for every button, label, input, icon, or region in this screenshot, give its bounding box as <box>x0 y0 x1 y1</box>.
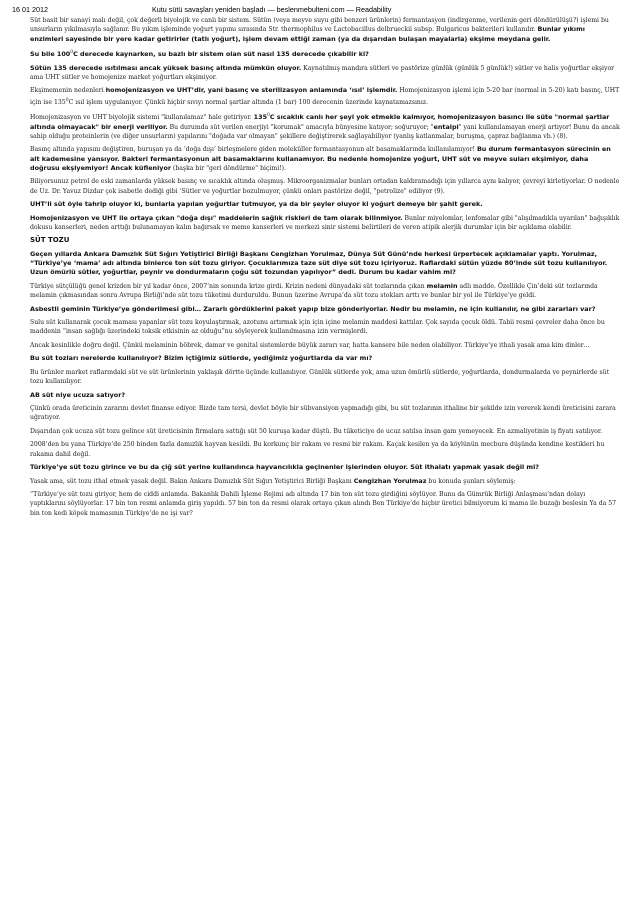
bold-text: Su bile 100 <box>30 50 71 59</box>
body-text: Ekşimemenin nedenleri <box>30 87 106 95</box>
print-date: 16 01 2012 <box>12 5 48 14</box>
article-paragraph <box>30 391 620 400</box>
article-paragraph <box>30 341 620 350</box>
bold-text: AB süt niye ucuza satıyor? <box>30 390 126 399</box>
body-text: 0 <box>65 97 69 103</box>
section-heading <box>30 236 620 245</box>
bold-text: Bu durum fermantasyon sürecinin en alt kademesine yansıyor. Bakteri fermantasyonun alt basamaklarını kullanamıyor. Bu nedenle homojenize yoğurt, UHT süt ve meyve suları ekşimiyor, daha doğrusu ekşiyemiyor! Ancak küfleniyor <box>30 145 611 172</box>
bold-text: 0 <box>267 113 270 119</box>
body-text: Homojenizasyon ve UHT biyolojik sistemi "kullanılamaz" hale getiriyor. <box>30 114 254 122</box>
body-text: Sulu süt kullanarak çocuk maması yapanlar süt tozu koyulaştırmak, azotunu artırmak için için içine melamin maddesi kattılar. Çok sayıda çocuk öldü. Tabii resmi çevreler daha önce bu maddenin “insan sağlığı üzerindeki toksik etkisinin az olduğu”nu söyleyerek kullanılmasına izin vermişlerdi. <box>30 319 605 336</box>
article-paragraph <box>30 427 620 436</box>
bold-text: Bunlar yıkımı enzimleri sayesinde bir yere kadar getirirler (tatlı yoğurt), işlem devam ettiği zaman (ya da dışarıdan bulaşan mayalarla) ekşime meydana gelir. <box>30 25 585 43</box>
body-text: Bu ürünler market raflarındaki süt ve süt ürünlerinin yaklaşık dörtte üçünde kullanılıyor. Günlük sütlerde yok, ama uzun ömürlü sütlerde, yoğurtlarda, dondurmalarda ve peynirlerde süt tozu kullanılıyor. <box>30 368 610 386</box>
bold-text: Cengizhan Yorulmaz <box>353 476 427 485</box>
bold-text: 135 <box>253 113 268 122</box>
article-paragraph <box>30 200 620 209</box>
body-text: 2008’den bu yana Türkiye’de 250 binden fazla damızlık hayvan kesildi. Bu korkunç bir rakam ve resmi bir rakam. Kaçak kesilen ya da köylünün mecbura düşünda kendine kestikleri bu rakama dahil değil. <box>30 441 605 458</box>
article-paragraph <box>30 368 620 387</box>
body-text: Basınç altında yapısını değiştiren, buruşan ya da ‘doğa dışı’ birleşmelere giden moleküller fermantasyonun alt basamaklarında kullanılamıyor! <box>30 146 477 154</box>
article-paragraph <box>30 282 620 301</box>
bold-text: Geçen yıllarda Ankara Damızlık Süt Sığırı Yetiştirici Birliği Başkanı Cengizhan Yorulmaz, Dünya Süt Günü’nde herkesi ürpertecek açıklamalar yaptı. Yorulmaz, “Türkiye’ye ‘mama’ adı altında binlerce ton süt tozu giriyor. Çocuklarımıza taze süt diye süt tozu içiriyoruz. Raflardaki sütün yüzde 80’inde süt tozu kullanılıyor. Uzun ömürlü sütler, yoğurtlar, peynir ve dondurmaların çoğu süt tozundan yapılıyor” dedi. Durum bu kadar vahim mi? <box>30 249 608 277</box>
article-paragraph <box>30 177 620 196</box>
body-text: Türkiye sütçülüğü genel krizden bir yıl kadar önce, 2007’nin sonunda krize girdi. Krizin nedeni dünyadaki süt tozlarında çıkan <box>30 282 427 290</box>
print-title: Kutu sütü savaşları yeniden başladı — beslenmebulteni.com — Readability <box>152 5 392 14</box>
body-text: Ancak kesinlikle doğru değil. Çünkü melaminin böbrek, damar ve genital sistemlerde büyük zararı var, hatta kansere bile neden olabiliyor. Türkiye’ye ithali yasak ama kim dinler… <box>30 341 590 349</box>
article-body <box>30 16 620 522</box>
bold-text: Bu süt tozları nerelerde kullanılıyor? Bizim içtiğimiz sütlerde, yediğimiz yoğurtlarda da var mı? <box>30 354 373 363</box>
article-paragraph <box>30 463 620 472</box>
body-text: Biliyorsunuz petrol de eski zamanlarda yüksek basınç ve sıcaklık altında oluşmuş. Mikroorganizmalar bunları ortadan kaldıramadığı için yıllarca aynı kalıyor, çevreyi kirletiyorlar. O nedenle de Uz. Dr. Yavuz Dizdar çok isabetle dediği gibi ‘Sütler ve yoğurtlar bozulmuyor, çünkü onları pastörize değil, "petrolize" ediliyor (9). <box>30 178 620 195</box>
body-text: (başka bir "geri döndürme" biçimi!). <box>170 164 286 172</box>
article-paragraph <box>30 48 620 59</box>
bold-text: Sütün 135 derecede ısıtılması ancak yüksek basınç altında mümkün oluyor. <box>30 63 302 72</box>
bold-text: UHT’li süt öyle tahrip oluyor ki, bunlarla yapılan yoğurtlar tutmuyor, ya da bir şeyler oluyor ki yoğurt demeye bir şahit gerek. <box>30 200 483 209</box>
article-paragraph <box>30 111 620 141</box>
article-paragraph <box>30 477 620 486</box>
article-paragraph <box>30 404 620 423</box>
body-text: adlı madde. Özellikle Çin’deki süt tozlarında melamin çıkmasından sonra Avrupa Birliği’nde süt tozu tüketimi durduruldu. Bunun üzerine Avrupa’da süt tozu stokları arttı ve bunlar bir yol ile Türkiye’ye geldi. <box>30 282 598 300</box>
article-paragraph <box>30 250 620 278</box>
article-paragraph <box>30 490 620 518</box>
bold-text: C sıcaklık canlı her şeyi yok etmekle kalmıyor, homojenizasyon basıncı ile süte "normal şartlar altında olmayacak" bir enerji veriliyor. <box>30 113 610 131</box>
article-paragraph <box>30 318 620 337</box>
body-text: SÜT TOZU <box>30 236 70 245</box>
article-paragraph <box>30 440 620 459</box>
article-paragraph <box>30 305 620 314</box>
body-text: Bunlar miyelomlar, lenfomalar gibi "alışılmadıkla uyarılan" bağışıklık dokusu kanserleri, neden arttığı bulunamayan kalın bağırsak ve meme kanserleri ve merkezi sinir sistemi belirtileri de veren atipik alerjik durumlar için bir açıklama olabilir. <box>30 214 620 231</box>
article-paragraph <box>30 145 620 173</box>
article-paragraph <box>30 16 620 44</box>
bold-text: Homojenizasyon ve UHT ile ortaya çıkan "doğa dışı" maddelerin sağlık riskleri de tam olarak bilinmiyor. <box>30 213 403 222</box>
body-text: Yasak ama, süt tozu ithal etmek yasak değil. Bakın Ankara Damızlık Süt Sığırı Yetiştirici Birliği Başkanı <box>30 477 354 485</box>
bold-text: entalpi <box>433 122 459 131</box>
bold-text: Türkiye’ye süt tozu girince ve bu da çiğ süt yerine kullanılınca hayvancılıkla geçinenler işlerinden oluyor. Süt ithalatı yapmak yasak değil mi? <box>30 463 539 472</box>
body-text: Kaynatılmış mandıra sütleri ve pastörize günlük (günlük 5 günlük!) sütler ve halis yoğurtlar ekşiyor ama UHT sütler ve homojenize market yoğurtları ekşimiyor. <box>30 64 615 81</box>
bold-text: melamin <box>426 281 458 290</box>
article-paragraph <box>30 214 620 233</box>
bold-text: Asbestli geminin Türkiye’ye gönderilmesi gibi… Zararlı gördüklerini paket yapıp bize gönderiyorlar. Nedir bu melamin, ne için kullanılır, ne gibi zararları var? <box>30 304 596 313</box>
article-paragraph <box>30 354 620 363</box>
body-text: Homojenizasyon işlemi için 5-20 bar (normal in 5-20) katı basınç, UHT için ise 135 <box>30 87 620 106</box>
body-text: “Türkiye’ye süt tozu giriyor, hem de ciddi anlamda. Bakanlık Dahili İşleme Rejimi adı altında 17 bin ton süt tozu girdiğini söylüyor. Bunu da Gümrük Birliği Anlaşması’ndan dolayı yaptıklarını söylüyorlar. 17 bin ton resmi anlamda giriş yapıldı. 57 bin ton da resmi olarak ortaya çıkan alındı Ben Türkiye’de hiçbir üretici bilmiyorum ki mama ile buzağı beslesin Ya da 57 bin ton kedi köpek mamasının Türkiye’de ne işi var? <box>30 491 617 517</box>
body-text: Dışarıdan çok ucuza süt tozu gelince süt üreticisinin firmalara sattığı süt 50 kuruşa kadar düştü. Bu tüketiciye de ucuz satılsa insan gam yemeyecek. En azmaliyetinin iş fiyatı satılıyor. <box>30 427 603 435</box>
bold-text: 0 <box>70 50 74 56</box>
bold-text: C derecede kaynarken, su bazlı bir sistem olan süt nasıl 135 derecede çıkabilir ki? <box>73 50 369 59</box>
body-text: " yani kullanılamayan enerji artıyor! Bunu da ancak sahip olduğu proteinlerin (ve diğer unsurların) yapılarını "doğada var olmayan" şekillere değiştirerek sağlayabiliyor (yanlış katlanmalar, buruşma, çapraz bağlanma vb.) (8). <box>30 123 620 140</box>
body-text: Süt basit bir sanayi malı değil, çok değerli biyolojik ve canlı bir sistem. Sütün (veya meyve suyu gibi benzeri ürünlerin) fermantasyon (indirgenme, verilenin geri döndürülüşü?) işlemi bu unsurların yıkılmasıyla sağlanır. Bu yıkım işleminde yoğurt yapımı sırasında Str. thermophilus ve Lactobacillus delbrueckii subsp. Bulgaricus bakterileri kullanılır. <box>30 17 609 34</box>
body-text: Bu durumda süt verilen enerjiyi "korumak" amacıyla bünyesine katıyor; soğuruyor; " <box>167 123 434 131</box>
article-paragraph <box>30 64 620 83</box>
body-text: Çünkü orada üreticinin zararını devlet finanse ediyor. Bizde tam tersi, devlet böyle bir sübvansiyon yapmadığı gibi, bu süt tozlarının ithaline bir şekilde izin vererek kendi üreticisini zarara uğratıyor. <box>30 405 616 422</box>
article-paragraph <box>30 86 620 107</box>
bold-text: homojenizasyon ve UHT’dir, yani basınç ve sterilizasyon anlamında ‘ısıl’ işlemdir. <box>105 86 398 95</box>
body-text: C ısıl işlem uygulanıyor. Çünkü hiçbir sıvıyı normal şartlar altında (1 bar) 100 derecenin üzerinde kaynatamazsınız. <box>68 98 429 106</box>
body-text: bu konuda şunları söylemiş: <box>426 477 516 485</box>
